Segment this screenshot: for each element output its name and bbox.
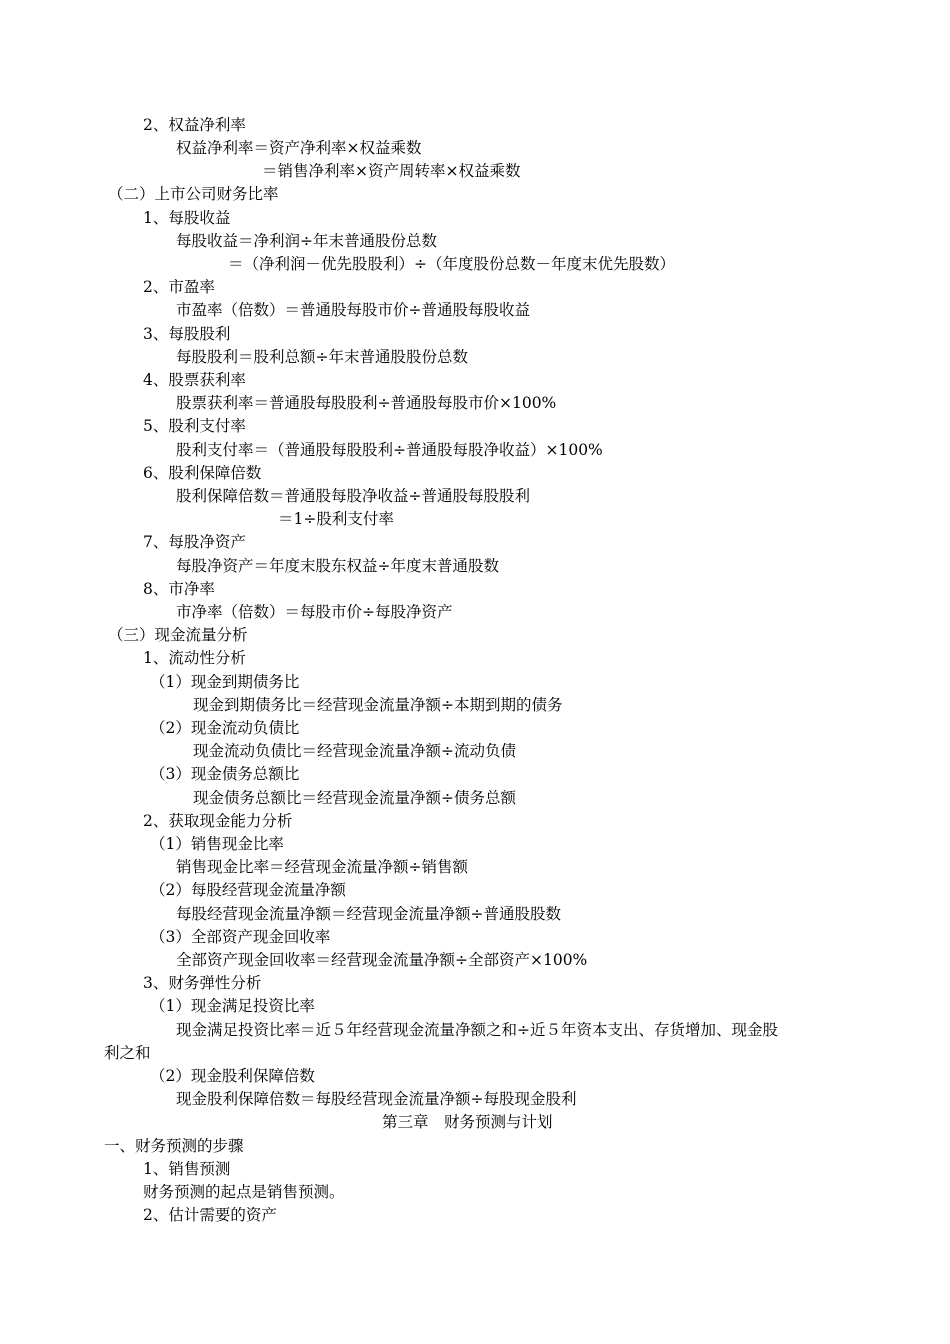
body-text: 财务预测的起点是销售预测。 (143, 1183, 345, 1201)
formula-line: 现金流动负债比＝经营现金流量净额÷流动负债 (193, 742, 516, 760)
formula-line: 销售现金比率＝经营现金流量净额÷销售额 (176, 858, 468, 876)
section-heading: 5、股利支付率 (143, 417, 246, 435)
section-heading: 1、每股收益 (143, 209, 231, 227)
formula-line: 股利支付率＝（普通股每股股利÷普通股每股净收益）×100% (176, 441, 603, 459)
formula-line: 全部资产现金回收率＝经营现金流量净额÷全部资产×100% (176, 951, 588, 969)
section-heading: 1、流动性分析 (143, 649, 246, 667)
section-heading: 2、市盈率 (143, 278, 215, 296)
item-heading: （3）现金债务总额比 (150, 765, 300, 783)
section-heading: 2、权益净利率 (143, 116, 246, 134)
section-heading: 3、财务弹性分析 (143, 974, 262, 992)
section-heading: 3、每股股利 (143, 325, 231, 343)
item-heading: （2）每股经营现金流量净额 (150, 881, 346, 899)
item-heading: （1）现金到期债务比 (150, 673, 300, 691)
section-heading: 6、股利保障倍数 (143, 464, 262, 482)
formula-continuation: ＝销售净利率×资产周转率×权益乘数 (262, 162, 521, 180)
item-heading: （3）全部资产现金回收率 (150, 928, 331, 946)
formula-line: 股利保障倍数＝普通股每股净收益÷普通股每股股利 (176, 487, 530, 505)
formula-line: 每股经营现金流量净额＝经营现金流量净额÷普通股股数 (176, 905, 561, 923)
subsection-title: （三）现金流量分析 (108, 626, 248, 644)
section-heading: 2、估计需要的资产 (143, 1206, 277, 1224)
subsection-title: （二）上市公司财务比率 (108, 185, 279, 203)
item-heading: （1）现金满足投资比率 (150, 997, 315, 1015)
section-heading: 1、销售预测 (143, 1160, 231, 1178)
item-heading: （1）销售现金比率 (150, 835, 284, 853)
formula-line: 每股净资产＝年度末股东权益÷年度末普通股数 (176, 557, 499, 575)
item-heading: （2）现金流动负债比 (150, 719, 300, 737)
formula-continuation: ＝1÷股利支付率 (278, 510, 394, 528)
formula-line: 现金满足投资比率＝近５年经营现金流量净额之和÷近５年资本支出、存货增加、现金股 (176, 1021, 778, 1039)
formula-line: 股票获利率＝普通股每股股利÷普通股每股市价×100% (176, 394, 557, 412)
formula-line: 权益净利率＝资产净利率×权益乘数 (176, 139, 422, 157)
section-heading: 4、股票获利率 (143, 371, 246, 389)
formula-wrap-line: 利之和 (104, 1044, 151, 1062)
formula-line: 每股收益＝净利润÷年末普通股份总数 (176, 232, 437, 250)
item-heading: （2）现金股利保障倍数 (150, 1067, 315, 1085)
formula-line: 市盈率（倍数）＝普通股每股市价÷普通股每股收益 (176, 301, 530, 319)
formula-line: 现金到期债务比＝经营现金流量净额÷本期到期的债务 (193, 696, 563, 714)
formula-line: 现金股利保障倍数＝每股经营现金流量净额÷每股现金股利 (176, 1090, 577, 1108)
formula-line: 市净率（倍数）＝每股市价÷每股净资产 (176, 603, 453, 621)
section-heading: 7、每股净资产 (143, 533, 246, 551)
formula-line: 每股股利＝股利总额÷年末普通股股份总数 (176, 348, 468, 366)
section-heading: 2、获取现金能力分析 (143, 812, 293, 830)
formula-continuation: ＝（净利润－优先股股利）÷（年度股份总数－年度末优先股数） (228, 255, 675, 273)
formula-line: 现金债务总额比＝经营现金流量净额÷债务总额 (193, 789, 516, 807)
section-heading: 8、市净率 (143, 580, 215, 598)
section-title: 一、财务预测的步骤 (104, 1137, 244, 1155)
chapter-title: 第三章 财务预测与计划 (382, 1113, 553, 1131)
